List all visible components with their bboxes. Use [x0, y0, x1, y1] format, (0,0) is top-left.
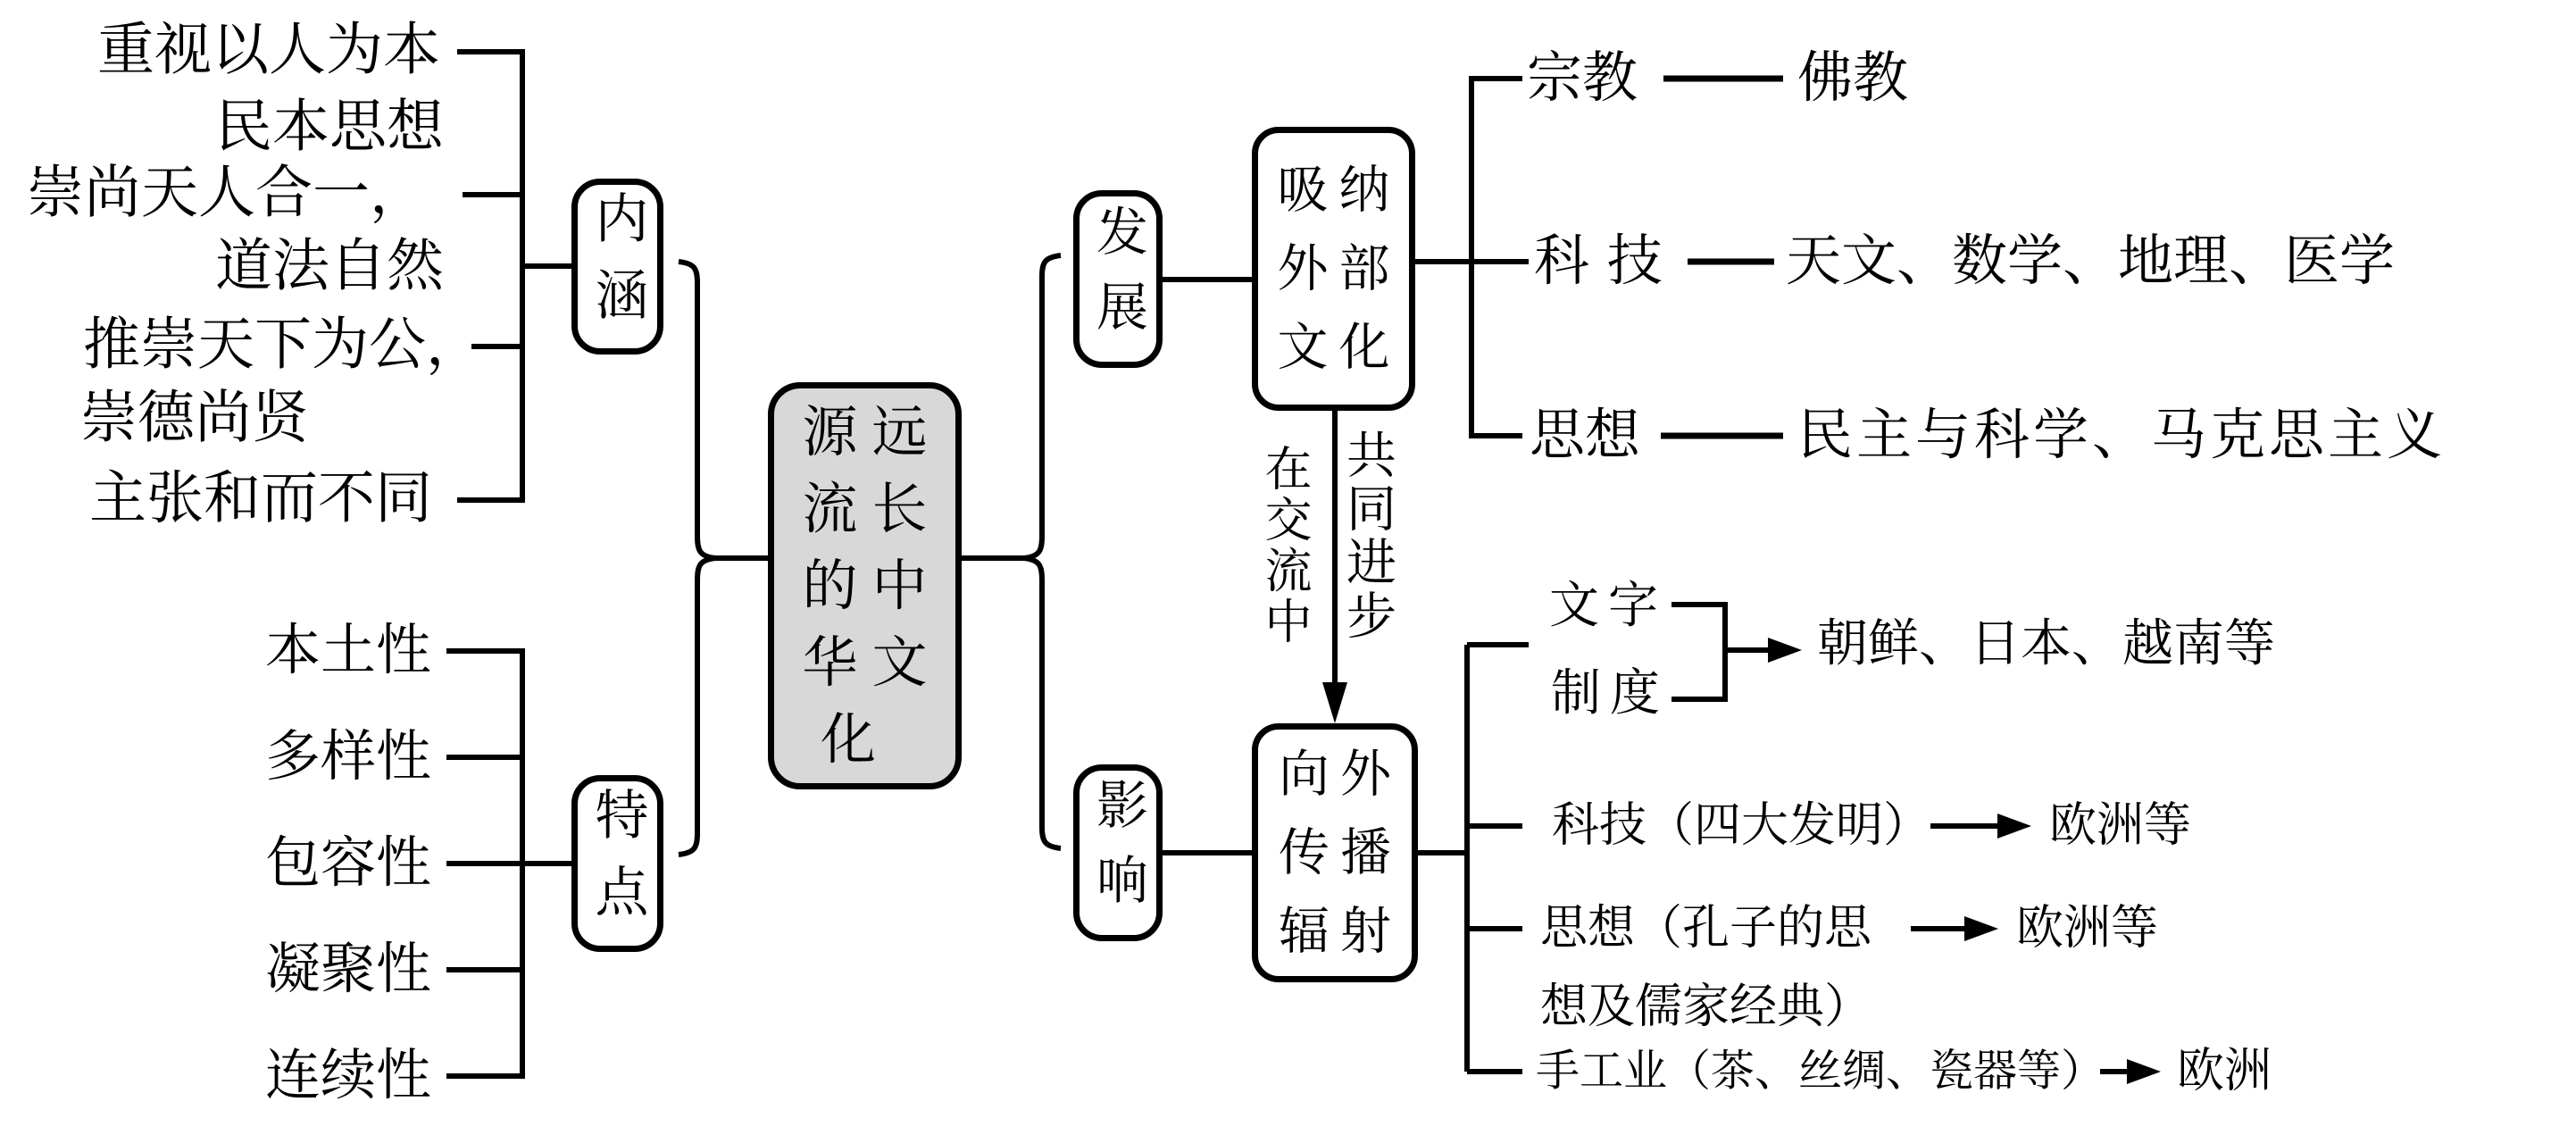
spread-box-line: 辐射 — [1279, 902, 1402, 961]
influence-row-label: 手工业（茶、丝绸、瓷器等） — [1536, 1045, 2105, 1097]
connotation-item: 推崇天下为公， — [83, 312, 483, 379]
arrow-right-icon — [1768, 638, 1802, 663]
absorb-box-line: 外部 — [1277, 239, 1401, 298]
development-label: 发展 — [1088, 204, 1148, 355]
characteristics-box — [571, 775, 663, 952]
connotation-item: 道法自然 — [215, 233, 444, 300]
characteristic-item: 多样性 — [265, 722, 432, 789]
influence-row-value: 朝鲜、日本、越南等 — [1817, 613, 2275, 673]
development-row-label: 宗教 — [1527, 44, 1638, 110]
connotation-item: 崇尚天人合一， — [27, 160, 427, 227]
arrow-down-icon — [1322, 682, 1347, 723]
influence-row-value: 欧洲等 — [2049, 797, 2191, 853]
arrow-right-icon — [1964, 916, 1998, 941]
central-topic-line: 源远 — [802, 399, 942, 464]
development-box — [1073, 190, 1163, 368]
development-row-value: 天文、数学、地理、医学 — [1786, 227, 2396, 293]
connotation-item: 民本思想 — [215, 94, 444, 161]
connotation-item: 重视以人为本 — [97, 17, 440, 84]
connotation-box — [571, 179, 663, 355]
characteristic-item: 连续性 — [265, 1041, 432, 1107]
influence-row-label: 制度 — [1551, 663, 1669, 722]
characteristic-item: 本土性 — [265, 616, 432, 682]
influence-row-value: 欧洲等 — [2016, 900, 2158, 956]
influence-row-value: 欧洲 — [2177, 1043, 2272, 1098]
right-brace — [1024, 255, 1061, 848]
central-topic-line: 化 — [821, 706, 891, 772]
exchange-right-label: 共同进步 — [1338, 429, 1396, 643]
absorb-box-line: 吸纳 — [1277, 161, 1401, 220]
absorb-external-culture-box — [1252, 127, 1415, 411]
characteristic-item: 包容性 — [265, 829, 432, 895]
influence-row-label-continued: 想及儒家经典） — [1540, 979, 1872, 1034]
influence-row-label: 文字 — [1549, 576, 1667, 635]
central-topic-line: 流长 — [802, 476, 942, 541]
spread-box-line: 传播 — [1279, 823, 1402, 882]
central-topic-line: 华文 — [802, 630, 942, 695]
characteristic-item: 凝聚性 — [265, 935, 432, 1001]
influence-label: 影响 — [1088, 778, 1148, 928]
left-brace — [679, 262, 715, 855]
spread-box-line: 向外 — [1279, 745, 1402, 804]
connotation-item: 崇德尚贤 — [80, 385, 309, 452]
influence-row-label: 思想（孔子的思 — [1540, 900, 1872, 956]
influence-row-label: 科技（四大发明） — [1552, 797, 1930, 853]
arrow-right-icon — [1997, 814, 2031, 839]
connotation-label: 内涵 — [586, 189, 649, 344]
influence-box — [1073, 764, 1163, 941]
characteristics-label: 特点 — [586, 787, 649, 940]
connotation-item: 主张和而不同 — [89, 465, 432, 532]
arrow-right-icon — [2127, 1059, 2161, 1084]
central-topic-line: 的中 — [802, 553, 942, 618]
development-row-value: 佛教 — [1797, 44, 1909, 110]
absorb-box-line: 文化 — [1277, 318, 1401, 377]
spread-outward-box — [1252, 723, 1418, 982]
exchange-left-label: 在交流中 — [1257, 444, 1312, 647]
development-row-value: 民主与科学、马克思主义 — [1797, 401, 2447, 467]
development-row-label: 科 技 — [1534, 227, 1663, 293]
central-topic-box — [768, 382, 962, 789]
development-row-label: 思想 — [1530, 401, 1641, 467]
